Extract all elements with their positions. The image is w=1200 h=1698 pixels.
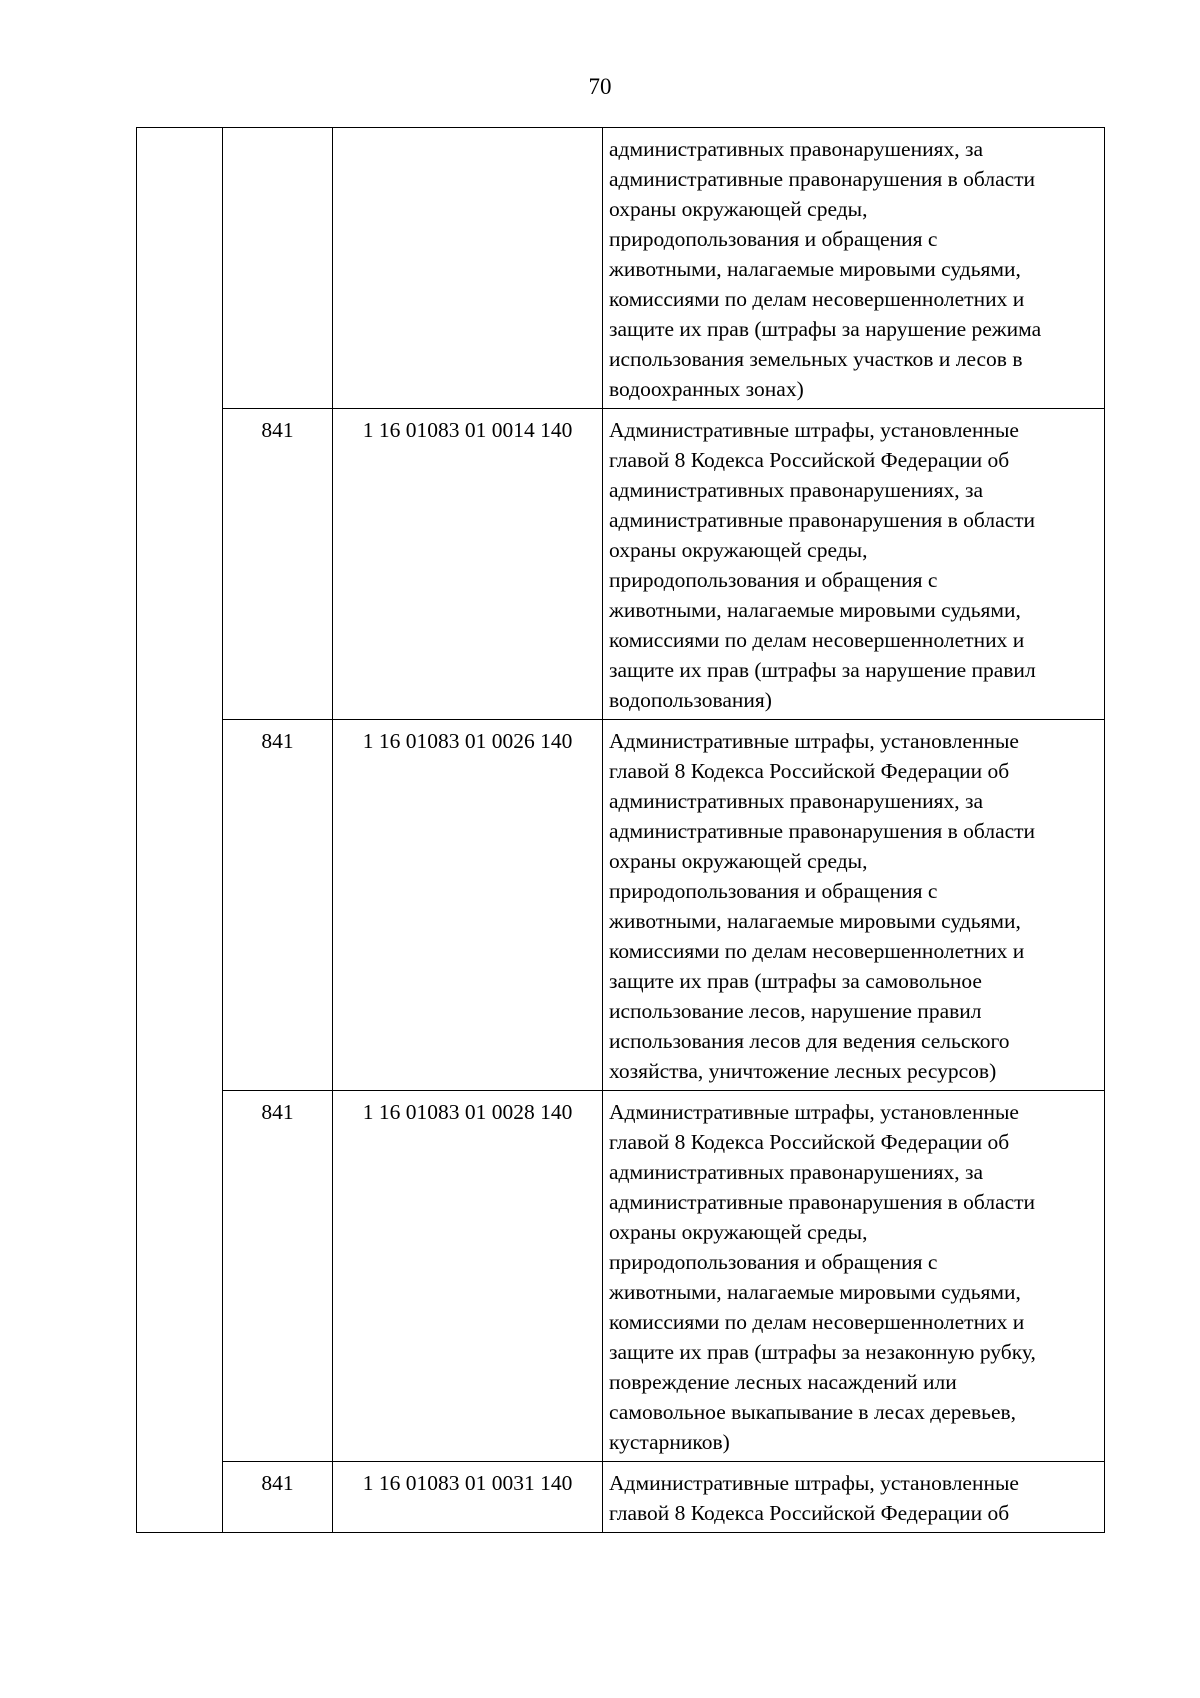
description-line: природопользования и обращения с: [609, 227, 938, 251]
description-line: комиссиями по делам несовершеннолетних и: [609, 628, 1025, 652]
budget-codes-table: [136, 127, 1105, 1533]
description-line: животными, налагаемые мировыми судьями,: [609, 909, 1021, 933]
table-row: [137, 409, 1105, 720]
description-line: природопользования и обращения с: [609, 568, 938, 592]
description-line: комиссиями по делам несовершеннолетних и: [609, 939, 1025, 963]
description-line: животными, налагаемые мировыми судьями,: [609, 257, 1021, 281]
description-line: животными, налагаемые мировыми судьями,: [609, 598, 1021, 622]
description-line: административные правонарушения в области: [609, 508, 1036, 532]
description-line: природопользования и обращения с: [609, 879, 938, 903]
budget-code-cell: 1 16 01083 01 0028 140: [333, 1091, 603, 1462]
description-line: водопользования): [609, 688, 772, 712]
description-line: защите их прав (штрафы за самовольное: [609, 969, 982, 993]
description-cell: [603, 128, 1105, 409]
description-line: административные правонарушения в области: [609, 819, 1036, 843]
description-line: повреждение лесных насаждений или: [609, 1370, 957, 1394]
description-cell: [603, 409, 1105, 720]
description-line: комиссиями по делам несовершеннолетних и: [609, 1310, 1025, 1334]
description-line: хозяйства, уничтожение лесных ресурсов): [609, 1059, 997, 1083]
description-line: административные правонарушения в области: [609, 167, 1036, 191]
description-line: использования лесов для ведения сельского: [609, 1029, 1010, 1053]
admin-code-cell: [223, 128, 333, 409]
description-line: водоохранных зонах): [609, 377, 804, 401]
description-line: главой 8 Кодекса Российской Федерации об: [609, 1501, 1010, 1525]
admin-code-cell: 841: [223, 1462, 333, 1533]
description-line: комиссиями по делам несовершеннолетних и: [609, 287, 1025, 311]
description-line: охраны окружающей среды,: [609, 849, 868, 873]
table-row: [137, 1091, 1105, 1462]
table-row: [137, 720, 1105, 1091]
description-line: административные правонарушения в области: [609, 1190, 1036, 1214]
admin-code-cell: 841: [223, 409, 333, 720]
description-cell: [603, 720, 1105, 1091]
description-line: Административные штрафы, установленные: [609, 1471, 1019, 1495]
description-line: природопользования и обращения с: [609, 1250, 938, 1274]
description-line: административных правонарушениях, за: [609, 478, 984, 502]
description-line: административных правонарушениях, за: [609, 1160, 984, 1184]
budget-code-cell: 1 16 01083 01 0026 140: [333, 720, 603, 1091]
description-line: административных правонарушениях, за: [609, 137, 984, 161]
description-line: защите их прав (штрафы за нарушение режима: [609, 317, 1042, 341]
description-line: охраны окружающей среды,: [609, 1220, 868, 1244]
description-line: самовольное выкапывание в лесах деревьев,: [609, 1400, 1017, 1424]
description-line: главой 8 Кодекса Российской Федерации об: [609, 448, 1010, 472]
description-line: использования земельных участков и лесов в: [609, 347, 1023, 371]
empty-index-cell: [137, 128, 223, 1533]
page-number: 70: [588, 74, 612, 99]
description-line: Административные штрафы, установленные: [609, 418, 1019, 442]
description-line: защите их прав (штрафы за нарушение правил: [609, 658, 1036, 682]
budget-code-cell: 1 16 01083 01 0014 140: [333, 409, 603, 720]
description-line: охраны окружающей среды,: [609, 197, 868, 221]
description-line: административных правонарушениях, за: [609, 789, 984, 813]
budget-code-cell: [333, 128, 603, 409]
description-line: Административные штрафы, установленные: [609, 729, 1019, 753]
description-cell: [603, 1462, 1105, 1533]
description-line: главой 8 Кодекса Российской Федерации об: [609, 1130, 1010, 1154]
description-cell: [603, 1091, 1105, 1462]
description-line: охраны окружающей среды,: [609, 538, 868, 562]
description-line: защите их прав (штрафы за незаконную рубку,: [609, 1340, 1036, 1364]
budget-code-cell: 1 16 01083 01 0031 140: [333, 1462, 603, 1533]
description-line: Административные штрафы, установленные: [609, 1100, 1019, 1124]
description-line: главой 8 Кодекса Российской Федерации об: [609, 759, 1010, 783]
description-line: использование лесов, нарушение правил: [609, 999, 982, 1023]
table-row: [137, 1462, 1105, 1533]
description-line: животными, налагаемые мировыми судьями,: [609, 1280, 1021, 1304]
table-row: [137, 128, 1105, 409]
table-body: [137, 128, 1105, 1533]
admin-code-cell: 841: [223, 1091, 333, 1462]
description-line: кустарников): [609, 1430, 730, 1454]
admin-code-cell: 841: [223, 720, 333, 1091]
